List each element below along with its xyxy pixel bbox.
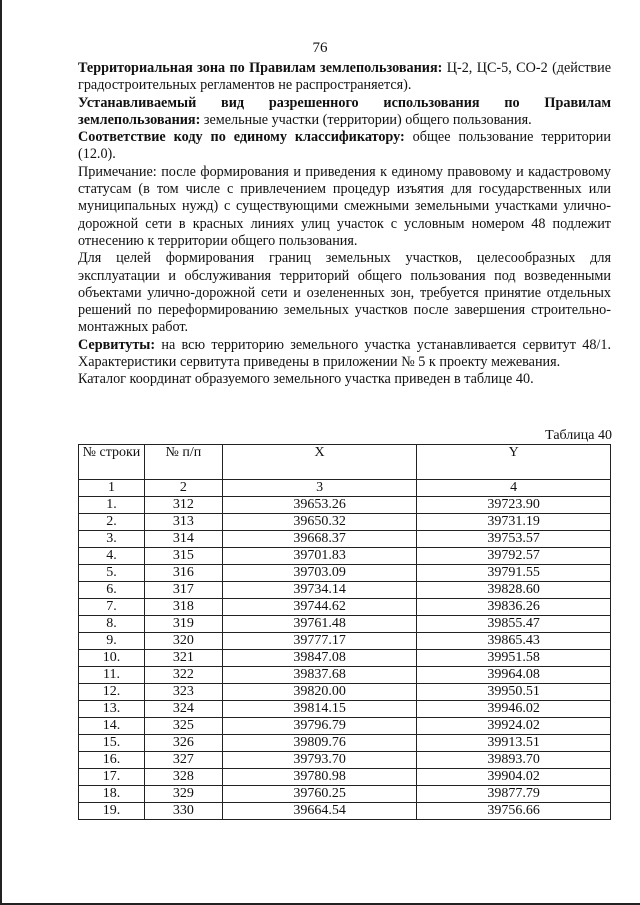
y-coordinate-cell: 39877.79: [417, 786, 611, 803]
x-coordinate-cell: 39653.26: [222, 497, 417, 514]
table-row: [79, 735, 611, 752]
y-coordinate-cell: 39791.55: [417, 565, 611, 582]
row-number-cell: 12.: [79, 684, 145, 701]
x-coordinate-cell: 39760.25: [222, 786, 417, 803]
table-index-row: [79, 480, 611, 497]
point-number-cell: 323: [144, 684, 222, 701]
table-row: [79, 769, 611, 786]
row-number-cell: 7.: [79, 599, 145, 616]
point-number-cell: 319: [144, 616, 222, 633]
row-number-cell: 19.: [79, 803, 145, 820]
table-row: [79, 803, 611, 820]
table-row: [79, 548, 611, 565]
point-number-cell: 317: [144, 582, 222, 599]
header-point-number: № п/п: [144, 445, 222, 480]
y-coordinate-cell: 39731.19: [417, 514, 611, 531]
x-coordinate-cell: 39650.32: [222, 514, 417, 531]
use-label: Устанавливаемый вид разрешенного использования по Правилам землепользования:: [78, 94, 611, 128]
point-number-cell: 321: [144, 650, 222, 667]
point-number-cell: 322: [144, 667, 222, 684]
row-number-cell: 3.: [79, 531, 145, 548]
classifier-label: Соответствие коду по единому классификатору:: [78, 129, 405, 146]
row-number-cell: 6.: [79, 582, 145, 599]
x-coordinate-cell: 39809.76: [222, 735, 417, 752]
row-number-cell: 9.: [79, 633, 145, 650]
point-number-cell: 324: [144, 701, 222, 718]
coordinates-table: [78, 444, 611, 820]
table-row: [79, 718, 611, 735]
row-number-cell: 8.: [79, 616, 145, 633]
point-number-cell: 330: [144, 803, 222, 820]
x-coordinate-cell: 39701.83: [222, 548, 417, 565]
table-row: [79, 514, 611, 531]
y-coordinate-cell: 39904.02: [417, 769, 611, 786]
servitude-paragraph: [78, 337, 611, 372]
zone-label: Территориальная зона по Правилам землепользования:: [78, 60, 443, 76]
point-number-cell: 312: [144, 497, 222, 514]
table-row: [79, 599, 611, 616]
x-coordinate-cell: 39820.00: [222, 684, 417, 701]
x-coordinate-cell: 39796.79: [222, 718, 417, 735]
table-row: [79, 701, 611, 718]
point-number-cell: 320: [144, 633, 222, 650]
row-number-cell: 5.: [79, 565, 145, 582]
y-coordinate-cell: 39893.70: [417, 752, 611, 769]
table-row: [79, 752, 611, 769]
row-number-cell: 15.: [79, 735, 145, 752]
row-number-cell: 10.: [79, 650, 145, 667]
x-coordinate-cell: 39668.37: [222, 531, 417, 548]
y-coordinate-cell: 39951.58: [417, 650, 611, 667]
point-number-cell: 313: [144, 514, 222, 531]
table-body: [79, 497, 611, 820]
y-coordinate-cell: 39950.51: [417, 684, 611, 701]
note-paragraph-2: Для целей формирования границ земельных участков, целесообразных для эксплуатации и обслуживания территорий общего пользования под возведенными объектами улично-дорожной сети и озелененных зон, требуется принятие отдельных решений по переформированию земельных участков после завершения строительно-монтажных работ.: [78, 250, 611, 336]
row-number-cell: 17.: [79, 769, 145, 786]
row-number-cell: 16.: [79, 752, 145, 769]
x-coordinate-cell: 39744.62: [222, 599, 417, 616]
scan-left-edge: [0, 0, 2, 905]
y-coordinate-cell: 39924.02: [417, 718, 611, 735]
index-cell: 3: [222, 480, 417, 497]
y-coordinate-cell: 39753.57: [417, 531, 611, 548]
point-number-cell: 326: [144, 735, 222, 752]
classifier-paragraph: [78, 129, 611, 164]
y-coordinate-cell: 39946.02: [417, 701, 611, 718]
point-number-cell: 315: [144, 548, 222, 565]
x-coordinate-cell: 39761.48: [222, 616, 417, 633]
body-text: [78, 60, 611, 389]
y-coordinate-cell: 39836.26: [417, 599, 611, 616]
y-coordinate-cell: 39865.43: [417, 633, 611, 650]
servitude-label: Сервитуты:: [78, 336, 156, 353]
table-row: [79, 786, 611, 803]
use-text: земельные участки (территории) общего пользования.: [200, 111, 532, 128]
x-coordinate-cell: 39734.14: [222, 582, 417, 599]
x-coordinate-cell: 39777.17: [222, 633, 417, 650]
point-number-cell: 327: [144, 752, 222, 769]
page-number: 76: [312, 40, 328, 56]
table-row: [79, 633, 611, 650]
x-coordinate-cell: 39664.54: [222, 803, 417, 820]
row-number-cell: 11.: [79, 667, 145, 684]
header-y: Y: [417, 445, 611, 480]
row-number-cell: 4.: [79, 548, 145, 565]
point-number-cell: 316: [144, 565, 222, 582]
classifier-text: общее пользование территории (12.0).: [78, 129, 611, 163]
table-row: [79, 531, 611, 548]
index-cell: 4: [417, 480, 611, 497]
table-row: [79, 684, 611, 701]
table-row: [79, 497, 611, 514]
row-number-cell: 14.: [79, 718, 145, 735]
point-number-cell: 314: [144, 531, 222, 548]
x-coordinate-cell: 39847.08: [222, 650, 417, 667]
row-number-cell: 1.: [79, 497, 145, 514]
x-coordinate-cell: 39837.68: [222, 667, 417, 684]
y-coordinate-cell: 39723.90: [417, 497, 611, 514]
y-coordinate-cell: 39792.57: [417, 548, 611, 565]
point-number-cell: 329: [144, 786, 222, 803]
y-coordinate-cell: 39913.51: [417, 735, 611, 752]
x-coordinate-cell: 39793.70: [222, 752, 417, 769]
y-coordinate-cell: 39756.66: [417, 803, 611, 820]
header-row-number: № строки: [79, 445, 145, 480]
table-header-row: [79, 445, 611, 480]
row-number-cell: 2.: [79, 514, 145, 531]
note-paragraph-1: Примечание: после формирования и приведения к единому правовому и кадастровому статусам (в том числе с привлечением процедур изъятия для государственных или муниципальных нужд) с существующими смежными земельными участками улично-дорожной сети в красных линиях улиц участок с условным номером 48 подлежит отнесению к территории общего пользования.: [78, 163, 611, 249]
table-caption: Таблица 40: [545, 428, 612, 443]
point-number-cell: 325: [144, 718, 222, 735]
table-row: [79, 565, 611, 582]
point-number-cell: 328: [144, 769, 222, 786]
row-number-cell: 13.: [79, 701, 145, 718]
servitude-text: на всю территорию земельного участка устанавливается сервитут 48/1. Характеристики сервитута приведены в приложении № 5 к проекту межевания.: [78, 336, 611, 371]
y-coordinate-cell: 39855.47: [417, 616, 611, 633]
index-cell: 2: [144, 480, 222, 497]
table-row: [79, 650, 611, 667]
use-paragraph: [78, 95, 611, 130]
x-coordinate-cell: 39780.98: [222, 769, 417, 786]
x-coordinate-cell: 39814.15: [222, 701, 417, 718]
zone-text: Ц-2, ЦС-5, СО-2 (действие градостроительных регламентов не распространяется).: [78, 60, 611, 94]
table-row: [79, 582, 611, 599]
x-coordinate-cell: 39703.09: [222, 565, 417, 582]
catalog-paragraph: Каталог координат образуемого земельного участка приведен в таблице 40.: [78, 371, 534, 388]
index-cell: 1: [79, 480, 145, 497]
y-coordinate-cell: 39964.08: [417, 667, 611, 684]
row-number-cell: 18.: [79, 786, 145, 803]
point-number-cell: 318: [144, 599, 222, 616]
y-coordinate-cell: 39828.60: [417, 582, 611, 599]
table-row: [79, 616, 611, 633]
zone-paragraph: [78, 60, 611, 95]
table-row: [79, 667, 611, 684]
header-x: X: [222, 445, 417, 480]
